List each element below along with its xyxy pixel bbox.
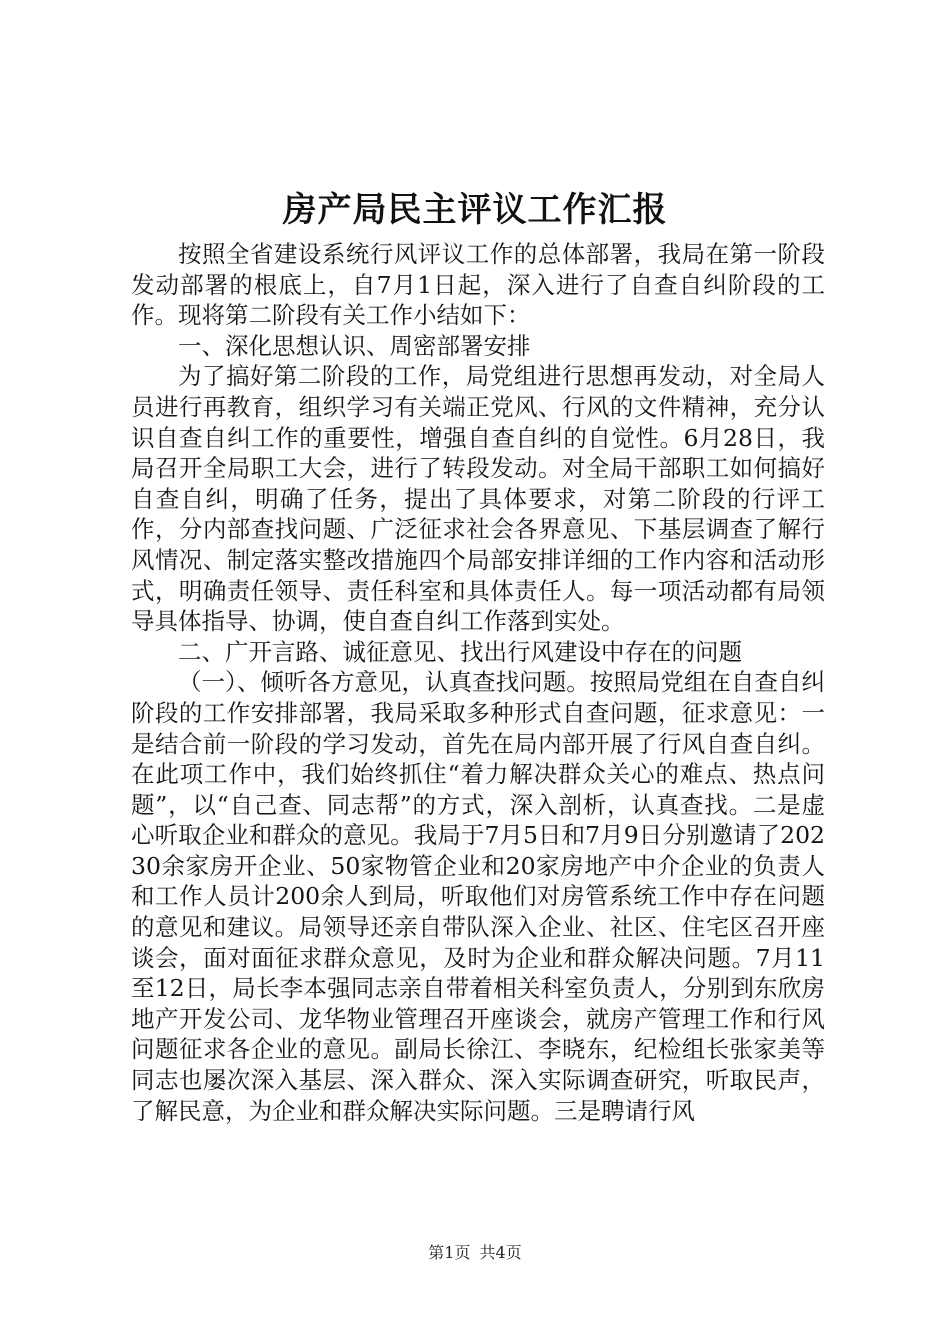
section-heading-1: 一、深化思想认识、周密部署安排 bbox=[178, 331, 531, 360]
paragraph-intro: 按照全省建设系统行风评议工作的总体部署，我局在第一阶段发动部署的根底上，自7月1日起，深入进行了自查自纠阶段的工作。现将第二阶段有关工作小结如下： bbox=[131, 240, 825, 330]
section-heading-2: 二、广开言路、诚征意见、找出行风建设中存在的问题 bbox=[178, 637, 742, 666]
document-title: 房产局民主评议工作汇报 bbox=[282, 190, 668, 230]
page-footer bbox=[0, 1242, 950, 1264]
page-number: 第1页 bbox=[428, 1243, 471, 1262]
document-body bbox=[131, 239, 825, 1126]
page-total: 共4页 bbox=[479, 1243, 522, 1262]
paragraph-section-2: （一）、倾听各方意见，认真查找问题。按照局党组在自查自纠阶段的工作安排部署，我局采取多种形式自查问题，征求意见：一是结合前一阶段的学习发动，首先在局内部开展了行风自查自纠。在此项工作中，我们始终抓住“着力解决群众关心的难点、热点问题”，以“自己查、同志帮”的方式，深入剖析，认真查找。二是虚心听取企业和群众的意见。我局于7月5日和7月9日分别邀请了20230余家房开企业、50家物管企业和20家房地产中介企业的负责人和工作人员计200余人到局，听取他们对房管系统工作中存在问题的意见和建议。局领导还亲自带队深入企业、社区、住宅区召开座谈会，面对面征求群众意见，及时为企业和群众解决问题。7月11至12日，局长李本强同志亲自带着相关科室负责人，分别到东欣房地产开发公司、龙华物业管理召开座谈会，就房产管理工作和行风问题征求各企业的意见。副局长徐江、李晓东，纪检组长张家美等同志也屡次深入基层、深入群众、深入实际调查研究，听取民声，了解民意，为企业和群众解决实际问题。三是聘请行风 bbox=[131, 668, 825, 1125]
paragraph-section-1: 为了搞好第二阶段的工作，局党组进行思想再发动，对全局人员进行再教育，组织学习有关端正党风、行风的文件精神，充分认识自查自纠工作的重要性，增强自查自纠的自觉性。6月28日，我局召开全局职工大会，进行了转段发动。对全局干部职工如何搞好自查自纠，明确了任务，提出了具体要求，对第二阶段的行评工作，分内部查找问题、广泛征求社会各界意见、下基层调查了解行风情况、制定落实整改措施四个局部安排详细的工作内容和活动形式，明确责任领导、责任科室和具体责任人。每一项活动都有局领导具体指导、协调，使自查自纠工作落到实处。 bbox=[131, 362, 825, 636]
